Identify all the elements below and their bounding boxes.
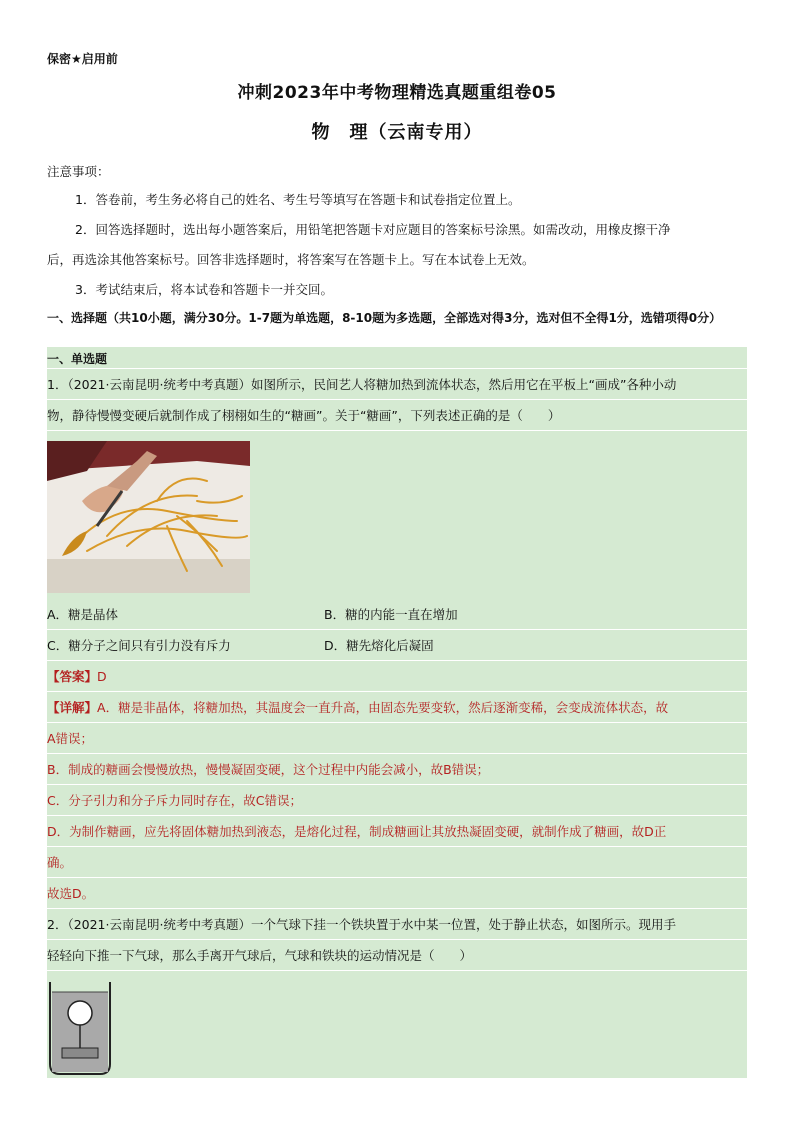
q1-answer-line xyxy=(47,661,747,692)
notice-item-2: 2．回答选择题时，选出每小题答案后，用铅笔把答题卡对应题目的答案标号涂黑。如需改动，用橡皮擦干净 xyxy=(75,222,671,237)
q1-conclusion: 故选D。 xyxy=(47,878,747,909)
q2-stem-line-1: 2．（2021·云南昆明·统考中考真题）一个气球下挂一个铁块置于水中某一位置，处于静止状态，如图所示。现用手 xyxy=(47,909,747,940)
subsection-heading: 一、单选题 xyxy=(47,349,747,369)
notice-heading: 注意事项： xyxy=(47,164,110,179)
q1-stem-line-2: 物，静待慢慢变硬后就制作成了栩栩如生的“糖画”。关于“糖画”，下列表述正确的是（ ） xyxy=(47,400,747,431)
notice-item-2-cont: 后，再选涂其他答案标号。回答非选择题时，将答案写在答题卡上。写在本试卷上无效。 xyxy=(47,252,535,267)
question-block xyxy=(47,347,747,1078)
q1-detail-line-2: B．制成的糖画会慢慢放热，慢慢凝固变硬，这个过程中内能会减小，故B错误； xyxy=(47,754,747,785)
q1-option-c[interactable]: C．糖分子之间只有引力没有斥力 xyxy=(47,638,231,653)
q1-stem-line-1: 1．（2021·云南昆明·统考中考真题）如图所示，民间艺人将糖加热到流体状态，然后用它在平板上“画成”各种小动 xyxy=(47,369,747,400)
q1-detail-line-4b: 确。 xyxy=(47,847,747,878)
answer-tag: 【答案】 xyxy=(47,669,98,684)
exam-title: 冲刺2023年中考物理精选真题重组卷05 xyxy=(237,83,557,103)
detail-text-1: A．糖是非晶体，将糖加热，其温度会一直升高，由固态先要变软，然后逐渐变稀，会变成流体状态，故 xyxy=(97,700,669,715)
notice-item-3: 3．考试结束后，将本试卷和答题卡一并交回。 xyxy=(75,282,333,297)
q2-stem-line-2: 轻轻向下推一下气球，那么手离开气球后，气球和铁块的运动情况是（ ） xyxy=(47,940,747,971)
answer-value: D xyxy=(97,669,107,684)
section-heading: 一、选择题（共10小题，满分30分。1-7题为单选题，8-10题为多选题，全部选对得3分，选对但不全得1分，选错项得0分） xyxy=(47,311,722,325)
q1-option-b[interactable]: B．糖的内能一直在增加 xyxy=(324,607,458,622)
detail-tag: 【详解】 xyxy=(47,700,98,715)
sugar-painting-photo xyxy=(47,441,250,593)
notice-item-1: 1．答卷前，考生务必将自己的姓名、考生号等填写在答题卡和试卷指定位置上。 xyxy=(75,192,521,207)
confidential-label: 保密★启用前 xyxy=(47,52,118,66)
q1-detail-line-1 xyxy=(47,692,747,723)
q1-option-a[interactable]: A．糖是晶体 xyxy=(47,607,119,622)
exam-subtitle: 物 理（云南专用） xyxy=(311,122,483,143)
q1-detail-line-4: D．为制作糖画，应先将固体糖加热到液态，是熔化过程，制成糖画让其放热凝固变硬，就制作成了糖画，故D正 xyxy=(47,816,747,847)
balloon-beaker-diagram xyxy=(47,980,113,1076)
q1-detail-line-1b: A错误； xyxy=(47,723,747,754)
notice-list xyxy=(47,185,747,305)
q1-detail-line-3: C．分子引力和分子斥力同时存在，故C错误； xyxy=(47,785,747,816)
q1-option-d[interactable]: D．糖先熔化后凝固 xyxy=(324,638,434,653)
